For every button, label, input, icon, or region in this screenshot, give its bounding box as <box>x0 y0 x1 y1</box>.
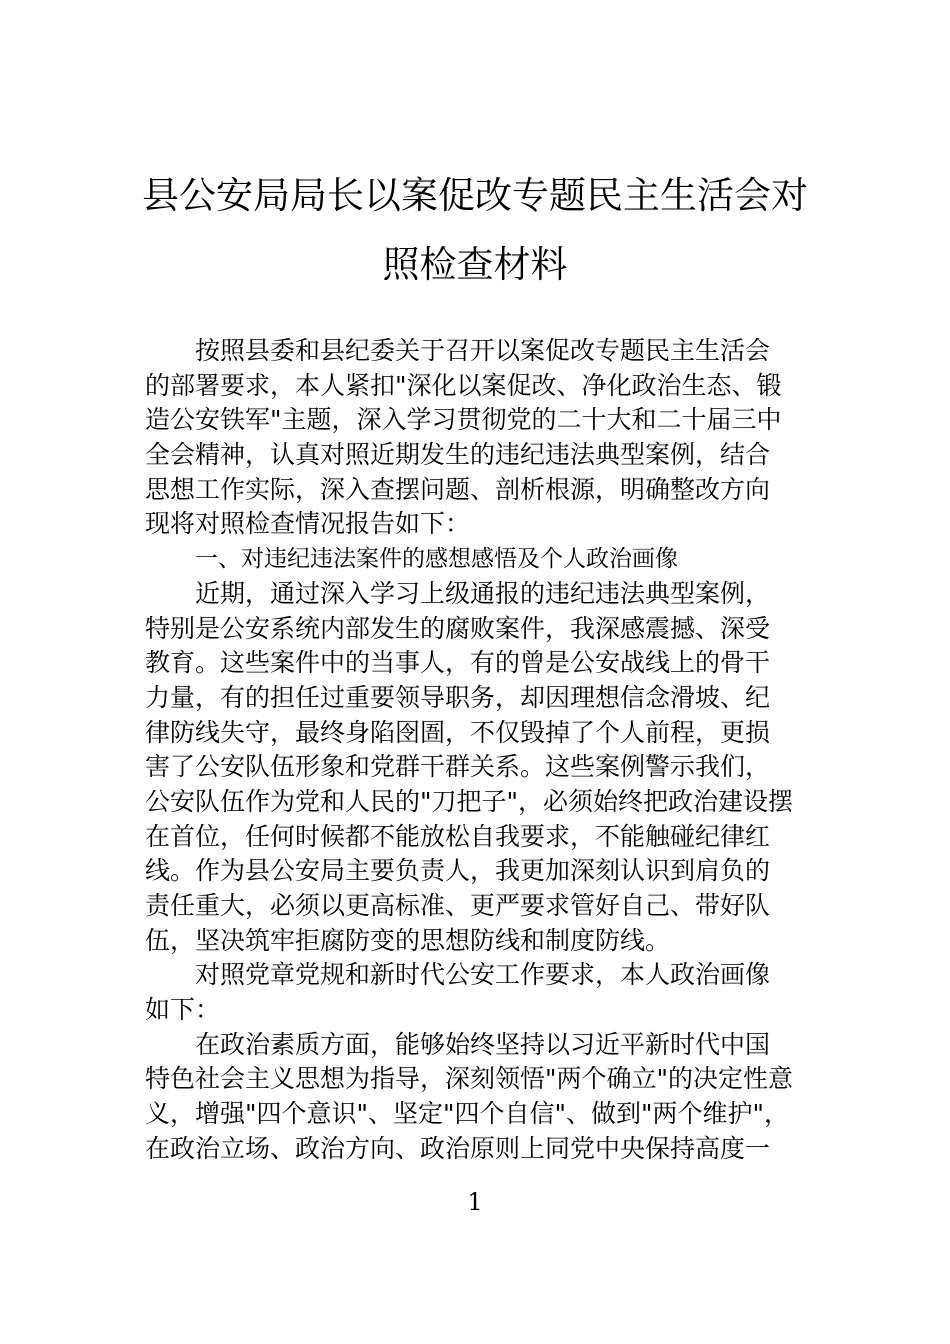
paragraph-line: 教育。这些案件中的当事人，有的曾是公安战线上的骨干 <box>145 648 771 678</box>
paragraph-line: 全会精神，认真对照近期发生的违纪违法典型案例，结合 <box>145 440 771 470</box>
document-title-line-2: 照检查材料 <box>382 243 568 286</box>
paragraph-line: 义，增强"四个意识"、坚定"四个自信"、做到"两个维护"， <box>145 1099 789 1129</box>
paragraph-line: 特别是公安系统内部发生的腐败案件，我深感震撼、深受 <box>145 613 771 643</box>
paragraph-line: 线。作为县公安局主要负责人，我更加深刻认识到肩负的 <box>145 856 771 886</box>
document-body <box>145 334 810 1167</box>
document-title-line-1: 县公安局局长以案促改专题民主生活会对 <box>142 174 808 217</box>
paragraph-line: 在首位，任何时候都不能放松自我要求，不能触碰纪律红 <box>145 821 771 851</box>
paragraph-line: 在政治立场、政治方向、政治原则上同党中央保持高度一 <box>145 1133 771 1163</box>
paragraph-line: 如下： <box>145 995 221 1025</box>
paragraph-line: 思想工作实际，深入查摆问题、剖析根源，明确整改方向 <box>145 474 771 504</box>
paragraph-line: 现将对照检查情况报告如下： <box>145 509 471 539</box>
paragraph-line: 伍，坚决筑牢拒腐防变的思想防线和制度防线。 <box>145 925 671 955</box>
paragraph-line: 责任重大，必须以更高标准、更严要求管好自己、带好队 <box>145 891 771 920</box>
paragraph-line: 公安队伍作为党和人民的"刀把子"，必须始终把政治建设摆 <box>145 786 794 816</box>
paragraph-line: 在政治素质方面，能够始终坚持以习近平新时代中国 <box>195 1029 771 1059</box>
paragraph-line: 害了公安队伍形象和党群干群关系。这些案例警示我们， <box>145 752 771 782</box>
paragraph-line: 造公安铁军"主题，深入学习贯彻党的二十大和二十届三中 <box>145 405 782 435</box>
page-number: 1 <box>467 1188 483 1216</box>
paragraph-line: 律防线失守，最终身陷囹圄，不仅毁掉了个人前程，更损 <box>145 717 771 747</box>
paragraph-line: 的部署要求，本人紧扣"深化以案促改、净化政治生态、锻 <box>145 370 782 400</box>
paragraph-line: 特色社会主义思想为指导，深刻领悟"两个确立"的决定性意 <box>145 1064 794 1094</box>
paragraph-line: 近期，通过深入学习上级通报的违纪违法典型案例， <box>195 578 771 608</box>
paragraph-line: 对照党章党规和新时代公安工作要求，本人政治画像 <box>195 960 771 990</box>
section-heading: 一、对违纪违法案件的感想感悟及个人政治画像 <box>195 546 678 573</box>
paragraph-line: 按照县委和县纪委关于召开以案促改专题民主生活会 <box>195 336 771 365</box>
paragraph-line: 力量，有的担任过重要领导职务，却因理想信念滑坡、纪 <box>145 682 771 712</box>
